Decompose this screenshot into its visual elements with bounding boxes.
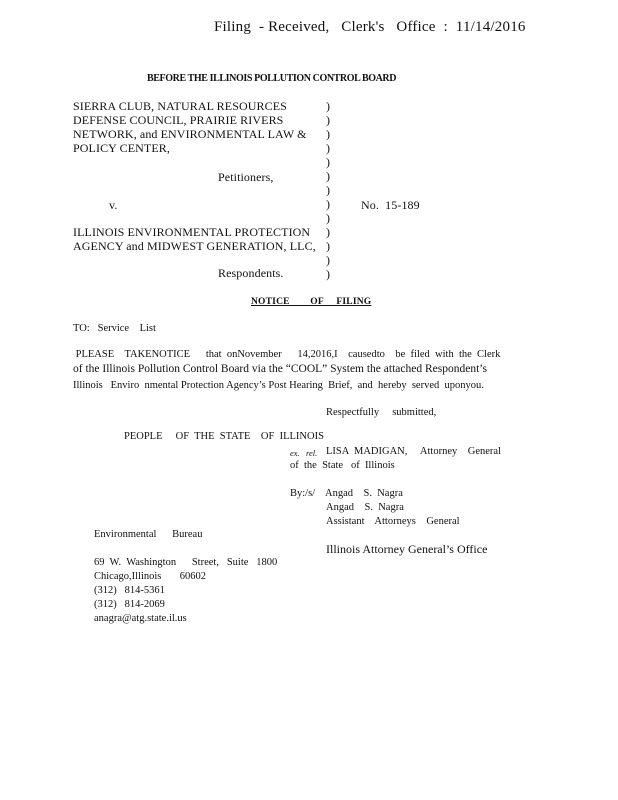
caption-bracket: ) — [326, 267, 330, 281]
address-city: Chicago,Illinois 60602 — [94, 571, 206, 582]
court-heading: BEFORE THE ILLINOIS POLLUTION CONTROL BOARD — [147, 73, 397, 84]
case-number: No. 15-189 — [361, 198, 420, 212]
caption-bracket: ) — [326, 239, 330, 253]
caption-bracket: ) — [326, 225, 330, 239]
people-of-illinois: PEOPLE OF THE STATE OF ILLINOIS — [124, 431, 324, 442]
email-address: anagra@atg.state.il.us — [94, 613, 187, 624]
respondents-label: Respondents. — [218, 266, 284, 280]
signer-name: Angad S. Nagra — [326, 502, 404, 513]
petitioner-line-1: SIERRA CLUB, NATURAL RESOURCES — [73, 99, 287, 113]
ex-rel: ex. rel. — [290, 448, 318, 458]
caption-bracket: ) — [326, 169, 330, 183]
of-the-state: of the State of Illinois — [290, 460, 395, 471]
notice-body-line-2: of the Illinois Pollution Control Board via the “COOL” System the attached Respondent’s — [73, 363, 487, 375]
office-name: Illinois Attorney General’s Office — [326, 542, 488, 556]
bureau-name: Environmental Bureau — [94, 529, 203, 540]
phone-1: (312) 814-5361 — [94, 585, 165, 596]
caption-bracket: ) — [326, 127, 330, 141]
petitioner-line-2: DEFENSE COUNCIL, PRAIRIE RIVERS — [73, 113, 284, 127]
caption-bracket: ) — [326, 113, 330, 127]
petitioners-label: Petitioners, — [218, 170, 274, 184]
phone-2: (312) 814-2069 — [94, 599, 165, 610]
versus: v. — [109, 198, 118, 212]
filing-stamp: Filing - Received, Clerk's Office : 11/14/2016 — [214, 19, 526, 35]
caption-bracket: ) — [326, 211, 330, 225]
signature-by: By:/s/ Angad S. Nagra — [290, 488, 403, 499]
petitioner-line-3: NETWORK, and ENVIRONMENTAL LAW & — [73, 127, 307, 141]
caption-bracket: ) — [326, 183, 330, 197]
caption-bracket: ) — [326, 99, 330, 113]
respectfully-submitted: Respectfully submitted, — [326, 407, 437, 418]
caption-bracket: ) — [326, 141, 330, 155]
petitioner-line-4: POLICY CENTER, — [73, 141, 170, 155]
caption-bracket: ) — [326, 253, 330, 267]
address-street: 69 W. Washington Street, Suite 1800 — [94, 557, 278, 568]
caption-bracket: ) — [326, 155, 330, 169]
notice-body-line-3: Illinois Enviro nmental Protection Agency’s Post Hearing Brief, and hereby served uponyou. — [73, 380, 484, 391]
signer-title: Assistant Attorneys General — [326, 516, 460, 527]
notice-body-line-1: PLEASE TAKENOTICE that onNovember 14,2016,I causedto be filed with the Clerk — [73, 349, 501, 360]
attorney-general-line: LISA MADIGAN, Attorney General — [326, 446, 501, 457]
caption-bracket: ) — [326, 197, 330, 211]
notice-to: TO: Service List — [73, 323, 156, 334]
respondent-line-1: ILLINOIS ENVIRONMENTAL PROTECTION — [73, 225, 311, 239]
notice-title: NOTICE OF FILING — [251, 297, 372, 307]
respondent-line-2: AGENCY and MIDWEST GENERATION, LLC, — [73, 239, 316, 253]
